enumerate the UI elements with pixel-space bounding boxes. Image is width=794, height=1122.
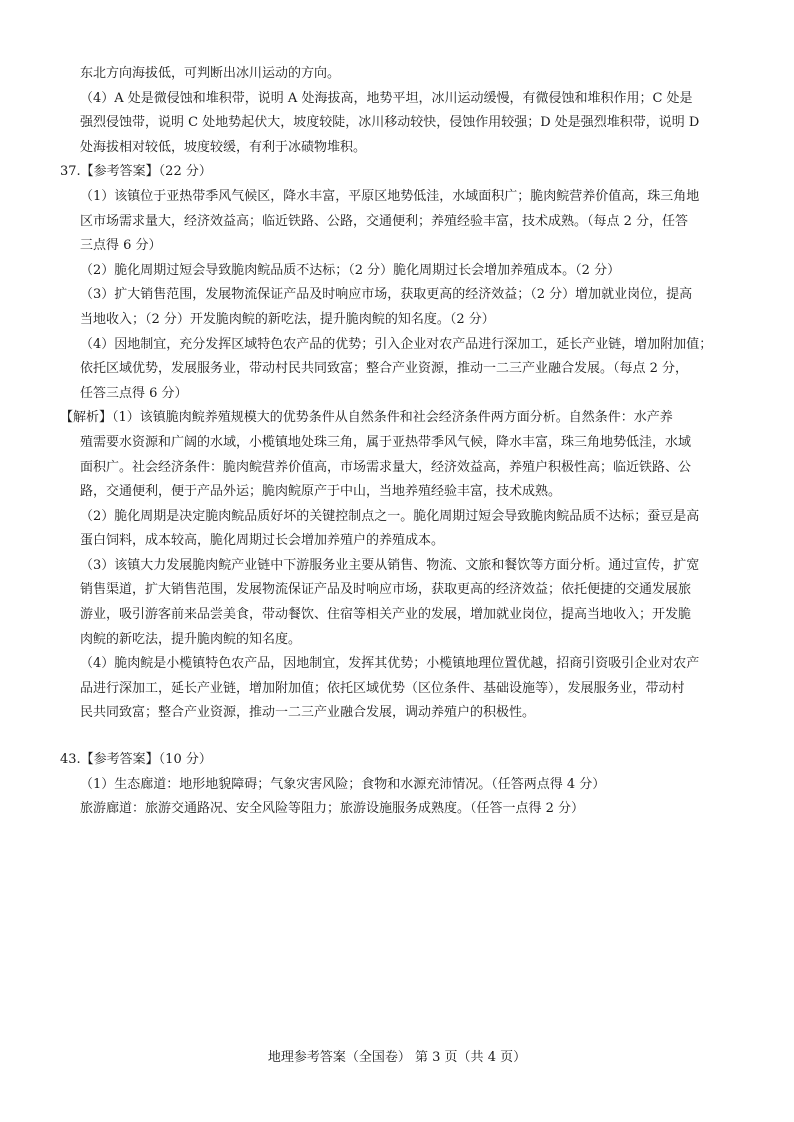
page-footer: 地理参考答案（全国卷） 第 3 页（共 4 页）	[267, 1050, 527, 1065]
q37-answer-4	[60, 333, 750, 407]
text-line: 旅游廊道：旅游交通路况、安全风险等阻力；旅游设施服务成熟度。（任答一点得 2 分）	[80, 801, 585, 817]
text-line: （3）该镇大力发展脆肉鲩产业链中下游服务业主要从销售、物流、文旅和餐饮等方面分析。通过宣传，扩宽	[80, 557, 700, 573]
text-line: （2）脆化周期过短会导致脆肉鲩品质不达标；（2 分）脆化周期过长会增加养殖成本。（2 分）	[80, 262, 621, 278]
text-line: 强烈侵蚀带，说明 C 处地势起伏大，坡度较陡，冰川移动较快，侵蚀作用较强；D 处是强烈堆积带，说明 D	[80, 115, 700, 131]
text-line: 东北方向海拔低，可判断出冰川运动的方向。	[80, 66, 341, 81]
q37-analysis-2	[60, 505, 750, 554]
text-line: （3）扩大销售范围，发展物流保证产品及时响应市场，获取更高的经济效益；（2 分）增加就业岗位，提高	[80, 287, 693, 303]
text-line: 销售渠道，扩大销售范围，发展物流保证产品及时响应市场，获取更高的经济效益；依托便捷的交通发展旅	[80, 582, 692, 598]
text-line: （4）脆肉鲩是小榄镇特色农产品，因地制宜，发挥其优势；小榄镇地理位置优越，招商引资吸引企业对农产	[80, 656, 700, 672]
text-line: 处海拔相对较低，坡度较缓，有利于冰碛物堆积。	[80, 139, 367, 155]
text-line: 当地收入；（2 分）开发脆肉鲩的新吃法，提升脆肉鲩的知名度。（2 分）	[80, 311, 495, 327]
q37-analysis-4	[60, 652, 750, 726]
question-43-title: 43.【参考答案】（10 分）	[60, 752, 212, 768]
text-line: （4）A 处是微侵蚀和堆积带，说明 A 处海拔高，地势平坦，冰川运动缓慢，有微侵蚀和堆积作用；C 处是	[80, 90, 693, 106]
question-37	[60, 160, 750, 726]
q37-answer-3	[60, 283, 750, 332]
question-37-title: 37.【参考答案】（22 分）	[60, 164, 212, 180]
text-line: 任答三点得 6 分）	[80, 385, 188, 401]
text-line: 【解析】（1）该镇脆肉鲩养殖规模大的优势条件从自然条件和社会经济条件两方面分析。自然条件：水产养	[60, 410, 673, 426]
text-line: 民共同致富；整合产业资源，推动一二三产业融合发展，调动养殖户的积极性。	[80, 705, 536, 721]
text-line: 品进行深加工，延长产业链，增加附加值；依托区域优势（区位条件、基础设施等），发展服务业，带动村	[80, 680, 685, 696]
text-line: 肉鲩的新吃法，提升脆肉鲩的知名度。	[80, 631, 302, 647]
question-43	[60, 748, 750, 822]
text-line: （4）因地制宜，充分发挥区域特色农产品的优势；引入企业对农产品进行深加工，延长产业链，增加附加值；	[80, 336, 713, 352]
section-gap	[60, 726, 750, 748]
text-line: （1）该镇位于亚热带季风气候区，降水丰富，平原区地势低洼，水域面积广；脆肉鲩营养价值高，珠三角地	[80, 188, 700, 204]
text-line: 依托区域优势，发展服务业，带动村民共同致富；整合产业资源，推动一二三产业融合发展。（每点 2 分，	[80, 361, 689, 377]
text-line: 游业，吸引游客前来品尝美食，带动餐饮、住宿等相关产业的发展，增加就业岗位，提高当地收入；开发脆	[80, 607, 692, 623]
text-line: 蛋白饲料，成本较高，脆化周期过长会增加养殖户的养殖成本。	[80, 533, 445, 549]
text-line: 三点得 6 分）	[80, 238, 162, 254]
text-line: （2）脆化周期是决定脆肉鲩品质好坏的关键控制点之一。脆化周期过短会导致脆肉鲩品质不达标；蚕豆是高	[80, 508, 700, 524]
document-body	[60, 62, 750, 822]
text-line: 面积广。社会经济条件：脆肉鲩营养价值高，市场需求量大，经济效益高，养殖户积极性高；临近铁路、公	[80, 459, 692, 475]
q37-answer-1	[60, 185, 750, 259]
q37-analysis-3	[60, 554, 750, 652]
text-line: 殖需要水资源和广阔的水域，小榄镇地处珠三角，属于亚热带季风气候，降水丰富，珠三角地势低洼，水域	[80, 434, 692, 450]
continuation-section	[60, 62, 750, 160]
q37-answer-2	[60, 259, 750, 284]
q37-analysis-1	[60, 406, 750, 504]
text-line: 路，交通便利，便于产品外运；脆肉鲩原产于中山，当地养殖经验丰富，技术成熟。	[80, 484, 562, 500]
text-line: 区市场需求量大，经济效益高；临近铁路、公路，交通便利；养殖经验丰富，技术成熟。（每点 2 分，任答	[80, 213, 689, 229]
text-line: （1）生态廊道：地形地貌障碍；气象灾害风险；食物和水源充沛情况。（任答两点得 4 分）	[80, 776, 606, 792]
